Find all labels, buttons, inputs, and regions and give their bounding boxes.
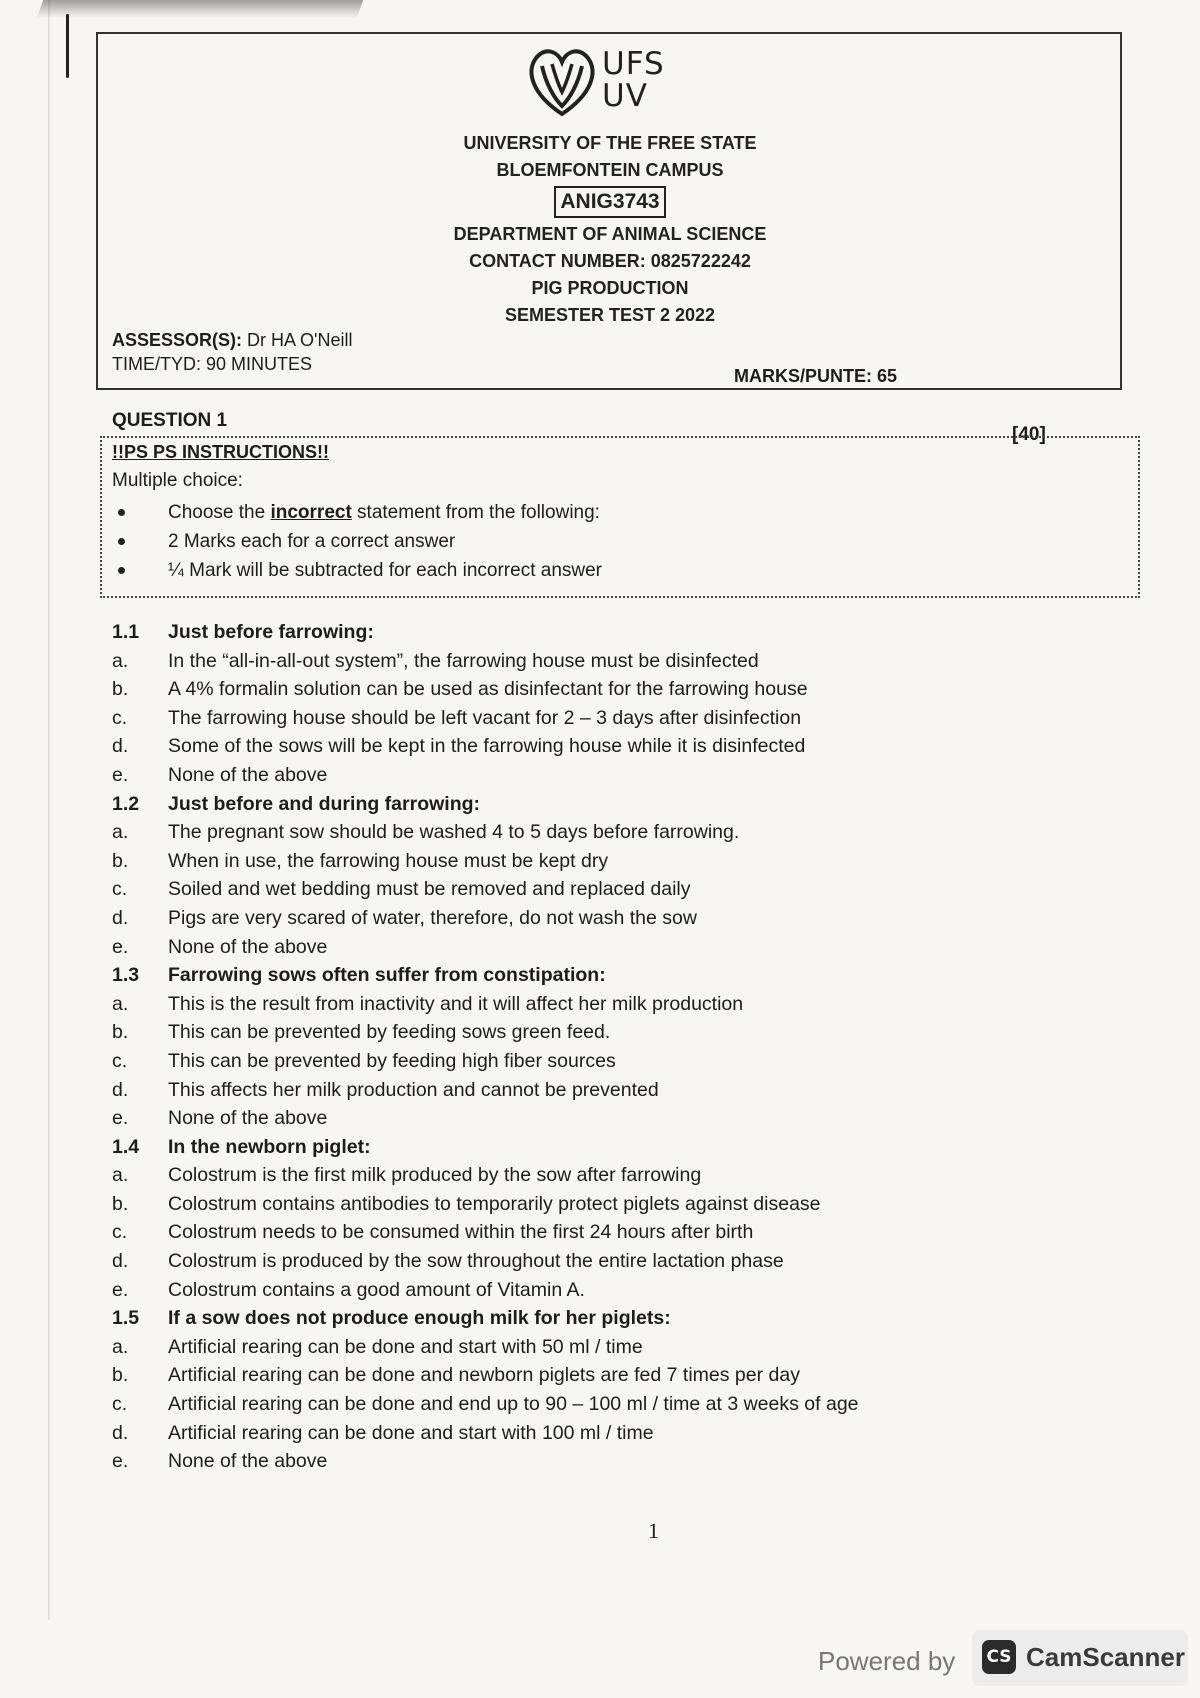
item-number: a. (112, 1164, 129, 1187)
item-text: Just before farrowing: (168, 621, 374, 643)
item-number: 1.2 (112, 792, 140, 815)
item-number: c. (112, 706, 128, 729)
question-title: QUESTION 1 (112, 410, 228, 431)
camscanner-icon: CS (982, 1640, 1016, 1674)
item-number: d. (112, 1250, 129, 1273)
contact-number: CONTACT NUMBER: 0825722242 (469, 251, 751, 271)
item-number: 1.5 (112, 1307, 140, 1330)
item-text: The pregnant sow should be washed 4 to 5 days before farrowing. (168, 821, 740, 844)
answer-option (112, 1076, 1112, 1105)
answer-option (112, 1104, 1112, 1133)
item-text: Farrowing sows often suffer from constipation: (168, 964, 606, 987)
item-number: a. (112, 992, 129, 1015)
item-text: This is the result from inactivity and it will affect her milk production (168, 992, 744, 1015)
item-number: d. (112, 1078, 129, 1101)
scan-edge (48, 0, 51, 1620)
item-text: This can be prevented by feeding high fiber sources (168, 1049, 616, 1072)
assessor-name: Dr HA O'Neill (247, 330, 353, 350)
answer-option (112, 761, 1112, 790)
item-text: Pigs are very scared of water, therefore, do not wash the sow (168, 906, 697, 929)
item-number: c. (112, 1393, 128, 1416)
answer-option (112, 1018, 1112, 1047)
answer-option (112, 1390, 1112, 1419)
item-number: 1.4 (112, 1135, 140, 1158)
answer-option (112, 1361, 1112, 1390)
assessor-block (112, 328, 353, 376)
question-heading (112, 790, 1112, 819)
answer-option (112, 732, 1112, 761)
item-text: Colostrum is produced by the sow throughout the entire lactation phase (168, 1250, 784, 1273)
logo-text-ufs: UFS (602, 46, 665, 82)
question-total: [40] (1012, 424, 1046, 445)
item-text: The farrowing house should be left vacant for 2 – 3 days after disinfection (168, 706, 802, 729)
question-heading (112, 1304, 1112, 1333)
item-text: In the “all-in-all-out system”, the farrowing house must be disinfected (168, 649, 759, 672)
item-text: Colostrum is the first milk produced by the sow after farrowing (168, 1164, 702, 1187)
instruction-item: Choose the incorrect statement from the following: (112, 498, 1012, 527)
answer-option (112, 675, 1112, 704)
university-name: UNIVERSITY OF THE FREE STATE (463, 133, 757, 153)
camscanner-name: CamScanner (1026, 1642, 1185, 1672)
answer-option (112, 1161, 1112, 1190)
item-text: None of the above (168, 763, 328, 786)
ufs-heart-icon (524, 44, 600, 120)
question-heading (112, 618, 1112, 647)
subject-name: PIG PRODUCTION (531, 278, 689, 298)
item-text: None of the above (168, 1450, 328, 1473)
item-number: b. (112, 678, 129, 701)
answer-option (112, 1447, 1112, 1476)
item-text: If a sow does not produce enough milk for her piglets: (168, 1307, 671, 1330)
answer-option (112, 704, 1112, 733)
answer-option (112, 1333, 1112, 1362)
instruction-item: ¼ Mark will be subtracted for each incorrect answer (112, 556, 1012, 585)
item-text: Some of the sows will be kept in the farrowing house while it is disinfected (168, 735, 806, 758)
item-number: b. (112, 1021, 129, 1044)
answer-option (112, 875, 1112, 904)
item-text: This affects her milk production and cannot be prevented (168, 1078, 659, 1101)
item-text: In the newborn piglet: (168, 1135, 371, 1158)
logo-text-uv: UV (602, 78, 648, 114)
bullet-icon (118, 567, 125, 574)
answer-option (112, 1247, 1112, 1276)
assessor-label: ASSESSOR(S): (112, 330, 243, 350)
answer-option (112, 647, 1112, 676)
time-value: 90 MINUTES (206, 354, 313, 374)
answer-option (112, 818, 1112, 847)
answer-option (112, 1419, 1112, 1448)
margin-mark (66, 14, 69, 78)
test-name: SEMESTER TEST 2 2022 (504, 305, 716, 325)
answer-option (112, 1047, 1112, 1076)
answer-option (112, 990, 1112, 1019)
item-number: b. (112, 849, 129, 872)
item-number: e. (112, 935, 129, 958)
item-text: Artificial rearing can be done and end up to 90 – 100 ml / time at 3 weeks of age (168, 1393, 859, 1416)
answer-option (112, 904, 1112, 933)
item-number: d. (112, 735, 129, 758)
item-number: a. (112, 649, 129, 672)
item-text: Artificial rearing can be done and start with 100 ml / time (168, 1421, 654, 1444)
question-heading (112, 1133, 1112, 1162)
answer-option (112, 847, 1112, 876)
bullet-icon (118, 509, 125, 516)
answer-option (112, 1190, 1112, 1219)
item-text: Artificial rearing can be done and newborn piglets are fed 7 times per day (168, 1364, 800, 1387)
answer-option (112, 1218, 1112, 1247)
item-number: b. (112, 1192, 129, 1215)
item-text: A 4% formalin solution can be used as disinfectant for the farrowing house (168, 678, 808, 701)
scan-shadow (37, 0, 364, 18)
bullet-icon (118, 538, 125, 545)
item-number: a. (112, 821, 129, 844)
instructions-heading: !!PS PS INSTRUCTIONS!! (112, 442, 330, 462)
question-heading (112, 961, 1112, 990)
emphasis-incorrect: incorrect (270, 502, 352, 523)
item-text: None of the above (168, 1107, 328, 1130)
campus-name: BLOEMFONTEIN CAMPUS (496, 160, 724, 180)
item-number: c. (112, 1049, 128, 1072)
department-name: DEPARTMENT OF ANIMAL SCIENCE (453, 224, 767, 244)
instruction-item: 2 Marks each for a correct answer (112, 527, 1012, 556)
logo-text (602, 48, 665, 112)
course-code: ANIG3743 (554, 186, 665, 218)
item-number: a. (112, 1335, 129, 1358)
item-number: 1.1 (112, 621, 140, 643)
instructions-list (112, 498, 1012, 585)
item-number: e. (112, 1450, 129, 1473)
ufs-logo (524, 44, 684, 120)
camscanner-badge (972, 1630, 1188, 1686)
question-list (112, 618, 1112, 1476)
item-number: d. (112, 906, 129, 929)
answer-option (112, 1276, 1112, 1305)
item-number: c. (112, 878, 128, 901)
item-text: Just before and during farrowing: (168, 792, 481, 815)
item-text: Artificial rearing can be done and start with 50 ml / time (168, 1335, 643, 1358)
item-number: e. (112, 763, 129, 786)
item-number: b. (112, 1364, 129, 1387)
page-number: 1 (648, 1518, 659, 1543)
item-number: e. (112, 1107, 129, 1130)
item-text: Colostrum needs to be consumed within the first 24 hours after birth (168, 1221, 754, 1244)
item-number: e. (112, 1278, 129, 1301)
powered-by-label: Powered by (818, 1646, 956, 1676)
item-text: Colostrum contains a good amount of Vitamin A. (168, 1278, 585, 1301)
time-label: TIME/TYD: (112, 354, 201, 374)
header-center (300, 130, 920, 329)
item-text: When in use, the farrowing house must be kept dry (168, 849, 609, 872)
answer-option (112, 933, 1112, 962)
item-text: Colostrum contains antibodies to temporarily protect piglets against disease (168, 1192, 821, 1215)
instructions-subheading: Multiple choice: (112, 470, 243, 491)
item-number: 1.3 (112, 964, 140, 987)
item-text: Soiled and wet bedding must be removed and replaced daily (168, 878, 691, 901)
item-number: c. (112, 1221, 128, 1244)
total-marks: MARKS/PUNTE: 65 (734, 366, 898, 386)
item-text: None of the above (168, 935, 328, 958)
item-number: d. (112, 1421, 129, 1444)
item-text: This can be prevented by feeding sows green feed. (168, 1021, 611, 1044)
